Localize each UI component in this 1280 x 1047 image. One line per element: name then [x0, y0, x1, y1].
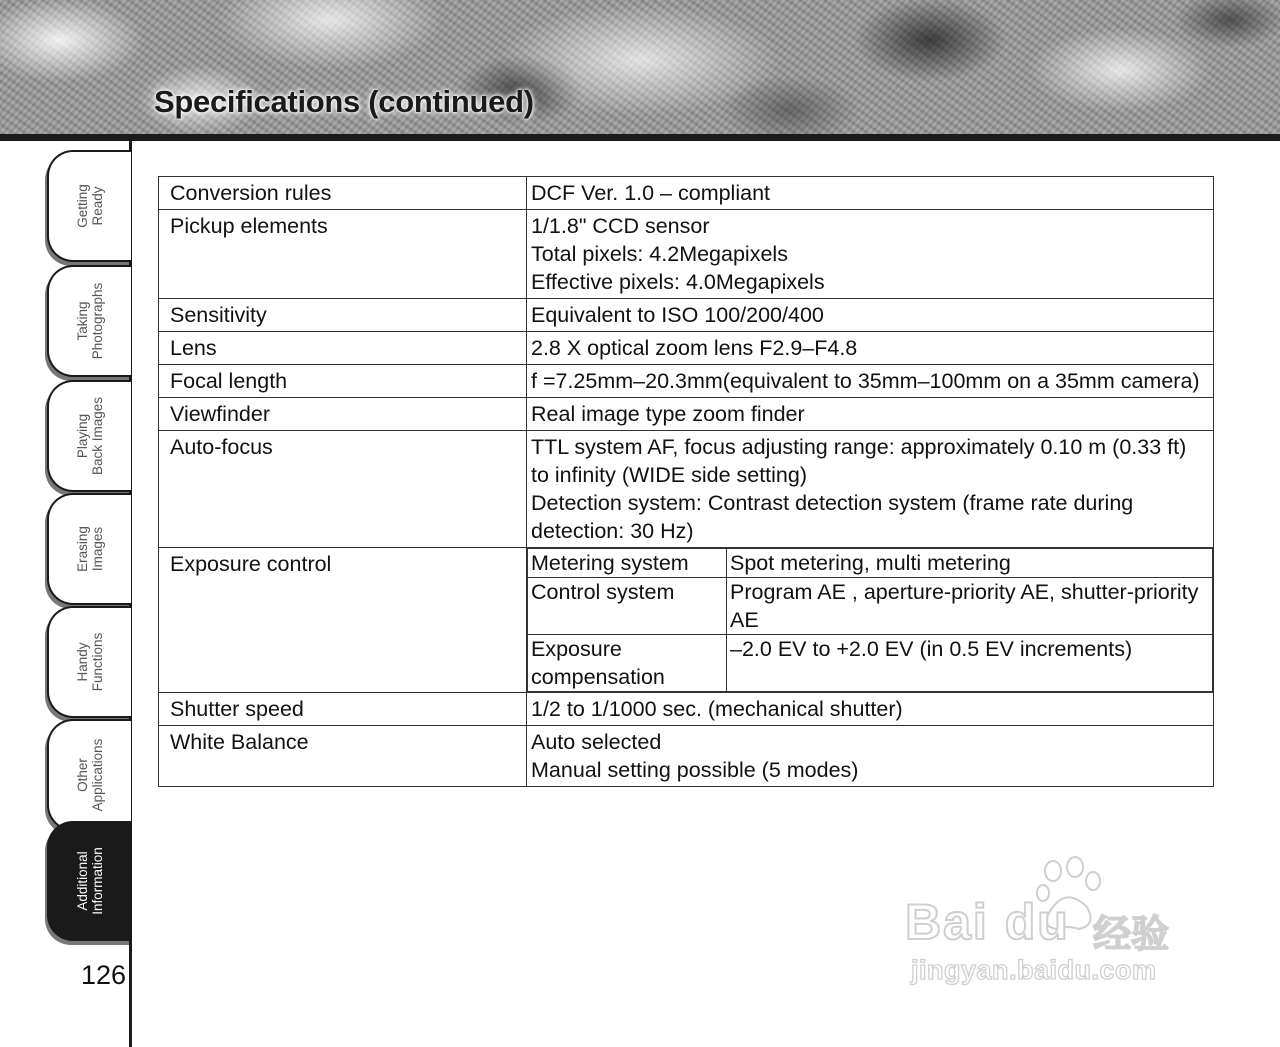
- spec-table: [158, 176, 1214, 787]
- sub-label: Exposure compensation: [528, 635, 727, 692]
- tab-taking-photographs[interactable]: [47, 265, 131, 377]
- sub-label: Metering system: [528, 549, 727, 578]
- spec-value: [527, 431, 1214, 548]
- spec-value: 2.8 X optical zoom lens F2.9–F4.8: [527, 332, 1214, 365]
- spec-label: Pickup elements: [159, 210, 527, 299]
- tab-label: Erasing Images: [75, 526, 105, 572]
- tab-erasing-images[interactable]: [47, 493, 131, 605]
- spec-value: 1/2 to 1/1000 sec. (mechanical shutter): [527, 693, 1214, 726]
- tab-label: Other Applications: [75, 738, 105, 812]
- spec-line: 1/1.8" CCD sensor: [531, 214, 710, 238]
- spec-label: Sensitivity: [159, 299, 527, 332]
- sub-label: Control system: [528, 578, 727, 635]
- tab-label: Playing Back Images: [75, 396, 105, 476]
- table-row: [159, 365, 1214, 398]
- sub-value: Program AE , aperture-priority AE, shutter-priority AE: [727, 578, 1213, 635]
- spec-line: TTL system AF, focus adjusting range: approximately 0.10 m (0.33 ft) to infinity (WIDE side setting): [531, 435, 1187, 487]
- table-row: [159, 726, 1214, 787]
- spec-line: Auto selected: [531, 730, 662, 754]
- table-row: [159, 332, 1214, 365]
- spec-value: f =7.25mm–20.3mm(equivalent to 35mm–100mm on a 35mm camera): [527, 365, 1214, 398]
- spec-label: Viewfinder: [159, 398, 527, 431]
- spec-line: Effective pixels: 4.0Megapixels: [531, 270, 825, 294]
- table-row: [159, 210, 1214, 299]
- spec-value: [527, 548, 1214, 693]
- spec-label: Exposure control: [159, 548, 527, 693]
- spec-label: Auto-focus: [159, 431, 527, 548]
- watermark-url: jingyan.baidu.com: [911, 955, 1157, 985]
- table-row: [159, 299, 1214, 332]
- tab-label: Handy Functions: [75, 632, 105, 692]
- sub-value: Spot metering, multi metering: [727, 549, 1213, 578]
- spec-value: Equivalent to ISO 100/200/400: [527, 299, 1214, 332]
- tab-playing-back-images[interactable]: [47, 380, 131, 492]
- baidu-watermark: [905, 855, 1205, 995]
- table-row: [159, 548, 1214, 693]
- spec-value: [527, 210, 1214, 299]
- spec-label: Focal length: [159, 365, 527, 398]
- tab-label: Additional Information: [75, 847, 105, 915]
- page-title: Specifications (continued): [154, 84, 534, 119]
- table-row: [159, 398, 1214, 431]
- spec-line: Manual setting possible (5 modes): [531, 758, 859, 782]
- tab-getting-ready[interactable]: [47, 150, 131, 262]
- table-row: [159, 177, 1214, 210]
- spec-label: Conversion rules: [159, 177, 527, 210]
- spec-line: Total pixels: 4.2Megapixels: [531, 242, 788, 266]
- tab-other-applications[interactable]: [47, 719, 131, 831]
- spec-value: DCF Ver. 1.0 – compliant: [527, 177, 1214, 210]
- tab-label: Taking Photographs: [75, 282, 105, 360]
- spec-line: Detection system: Contrast detection system (frame rate during detection: 30 Hz): [531, 491, 1134, 543]
- spec-label: Shutter speed: [159, 693, 527, 726]
- table-row: [159, 693, 1214, 726]
- header-divider: [0, 134, 1280, 141]
- spec-value: [527, 726, 1214, 787]
- table-row: [528, 578, 1213, 635]
- tab-label: Getting Ready: [75, 184, 105, 228]
- table-row: [528, 635, 1213, 692]
- tab-handy-functions[interactable]: [47, 606, 131, 718]
- spec-label: White Balance: [159, 726, 527, 787]
- spec-value: Real image type zoom finder: [527, 398, 1214, 431]
- watermark-brand: Bai du: [905, 894, 1070, 950]
- page-number: 126: [81, 960, 127, 990]
- sub-value: –2.0 EV to +2.0 EV (in 0.5 EV increments): [727, 635, 1213, 692]
- exposure-subtable: [527, 548, 1213, 692]
- tab-additional-information[interactable]: [47, 821, 131, 941]
- table-row: [159, 431, 1214, 548]
- spec-label: Lens: [159, 332, 527, 365]
- table-row: [528, 549, 1213, 578]
- watermark-cn: 经验: [1093, 914, 1170, 956]
